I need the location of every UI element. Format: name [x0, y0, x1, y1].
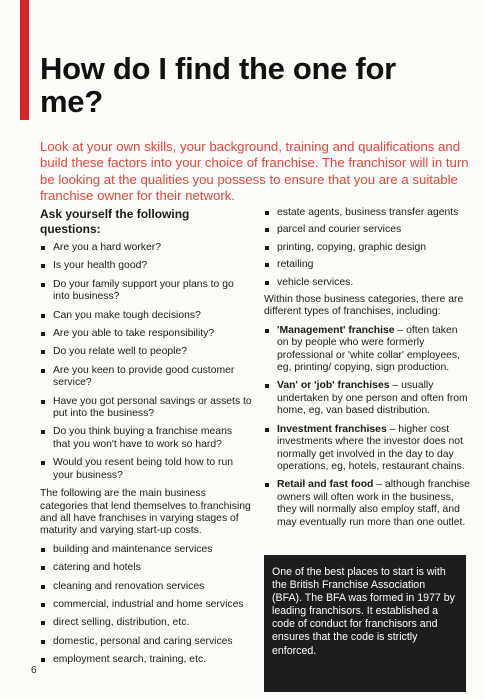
question-item: Are you keen to provide good customer service? — [40, 365, 252, 390]
question-item: Do you think buying a franchise means that you won't have to work so hard? — [40, 426, 252, 451]
questions-heading: Ask yourself the following questions: — [40, 207, 190, 236]
category-item: vehicle services. — [264, 277, 470, 289]
question-item: Is your health good? — [40, 260, 252, 272]
categories-list-right — [264, 207, 470, 289]
category-item: catering and hotels — [40, 562, 252, 574]
franchise-type-name: Investment franchises — [277, 423, 387, 435]
category-item: employment search, training, etc. — [40, 654, 252, 666]
franchise-types-list — [264, 325, 470, 529]
category-item: retailing — [264, 259, 470, 271]
page-title: How do I find the one for me? — [40, 51, 396, 119]
question-item: Have you got personal savings or assets to put into the business? — [40, 396, 252, 421]
category-item: domestic, personal and caring services — [40, 636, 252, 648]
franchise-type-desc: – usually undertaken by one person and often from home, eg, van based distribution. — [277, 380, 468, 417]
question-item: Do your family support your plans to go into business? — [40, 279, 252, 304]
question-item: Are you a hard worker? — [40, 242, 252, 254]
franchise-type-item — [264, 380, 470, 417]
franchise-type-item — [264, 479, 470, 529]
right-column — [264, 207, 470, 535]
questions-list — [40, 242, 252, 482]
question-item: Do you relate well to people? — [40, 346, 252, 358]
franchise-type-desc: – often taken on by people who were formerly professional or 'white collar' employees, eg, printing/ copying, sign production. — [277, 324, 461, 374]
category-item: parcel and courier services — [264, 224, 470, 236]
franchise-type-desc: – although franchise owners will often work in the business, they will normally also employ staff, and may eventually run more than one outlet. — [277, 479, 470, 528]
category-item: direct selling, distribution, etc. — [40, 617, 252, 629]
categories-list-left — [40, 544, 252, 667]
page-number: 6 — [31, 665, 37, 676]
left-column — [40, 207, 252, 673]
category-item: printing, copying, graphic design — [264, 242, 470, 254]
bfa-callout-box: One of the best places to start is with the British Franchise Association (BFA). The BFA was formed in 1977 by leading franchisors. It established a code of conduct for franchisors and ensures that the code is strictly enforced. — [264, 555, 466, 692]
red-accent-bar — [20, 0, 29, 120]
category-item: commercial, industrial and home services — [40, 599, 252, 611]
category-item: building and maintenance services — [40, 544, 252, 556]
question-item: Would you resent being told how to run your business? — [40, 457, 252, 482]
category-item: cleaning and renovation services — [40, 581, 252, 593]
franchise-type-desc: – higher cost investments where the investor does not normally get involved in the day to day operations, eg, hotels, restaurant chains. — [277, 423, 465, 472]
franchise-type-item — [264, 424, 470, 474]
franchise-type-name: 'Management' franchise — [277, 324, 395, 336]
categories-intro: The following are the main business categories that lend themselves to franchising and all have franchises in varying stages of maturity and varying start-up costs. — [40, 488, 251, 537]
franchise-type-item — [264, 325, 470, 375]
types-intro: Within those business categories, there are different types of franchises, including: — [264, 294, 464, 318]
category-item: estate agents, business transfer agents — [264, 207, 470, 219]
intro-paragraph: Look at your own skills, your background, training and qualifications and build these factors into your choice of franchise. The franchisor will in turn be looking at the qualities you possess to ensure that you are a suitable franchise owner for their network. — [40, 139, 469, 203]
question-item: Can you make tough decisions? — [40, 310, 252, 322]
question-item: Are you able to take responsibility? — [40, 328, 252, 340]
franchise-type-name: Retail and fast food — [277, 479, 374, 491]
franchise-type-name: Van' or 'job' franchises — [277, 380, 390, 392]
